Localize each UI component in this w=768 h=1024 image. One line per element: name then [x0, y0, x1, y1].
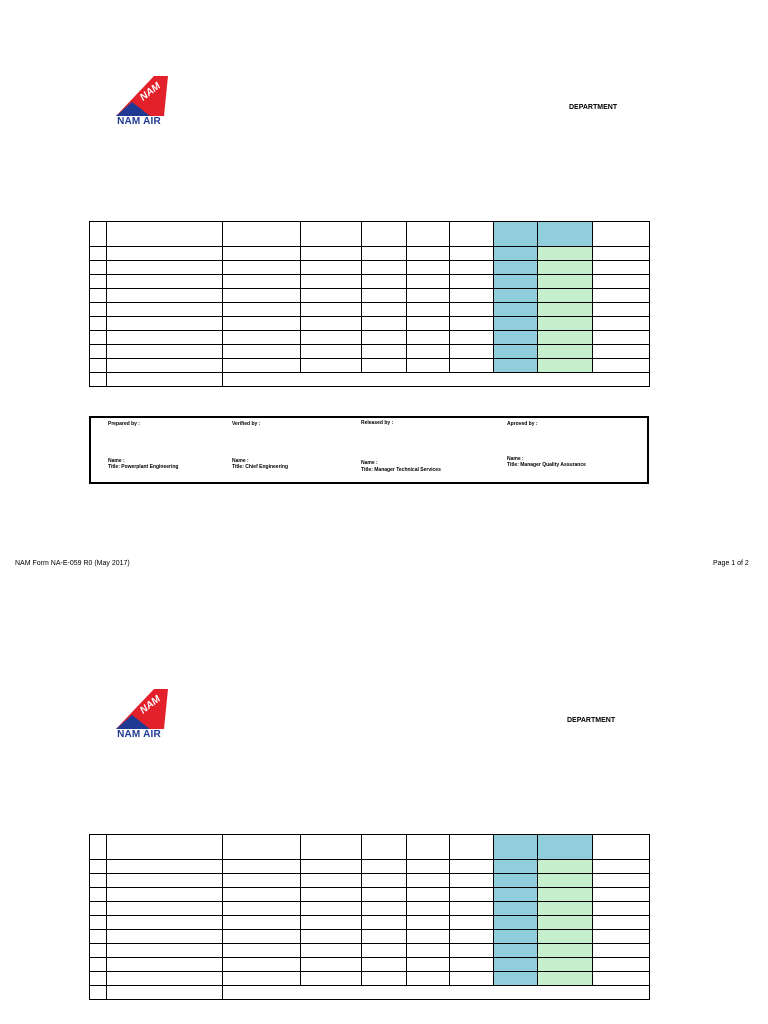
table-cell[interactable] [494, 835, 538, 860]
released-by-title: Title: Manager Technical Services [361, 467, 441, 473]
table-cell[interactable] [494, 944, 538, 958]
table-cell[interactable] [538, 835, 593, 860]
table-cell[interactable] [450, 289, 494, 303]
table-header-row [90, 835, 650, 860]
table-cell[interactable] [107, 303, 223, 317]
table-cell[interactable] [362, 261, 407, 275]
table-cell[interactable] [362, 888, 407, 902]
table-cell[interactable] [407, 247, 450, 261]
table-row [90, 888, 650, 902]
table-row-last [90, 373, 650, 387]
table-cell[interactable] [90, 222, 107, 247]
table-row [90, 860, 650, 874]
table-row [90, 345, 650, 359]
table-cell[interactable] [223, 902, 301, 916]
table-cell[interactable] [407, 972, 450, 986]
table-cell[interactable] [494, 261, 538, 275]
table-cell[interactable] [407, 888, 450, 902]
table-cell[interactable] [90, 972, 107, 986]
table-cell[interactable] [223, 345, 301, 359]
table-cell[interactable] [593, 835, 650, 860]
table-cell[interactable] [107, 958, 223, 972]
table-row [90, 317, 650, 331]
table-cell[interactable] [107, 289, 223, 303]
tail-text: NAM [138, 80, 163, 104]
table-cell[interactable] [301, 874, 362, 888]
table-cell[interactable] [223, 874, 301, 888]
released-by-label: Released by : [361, 420, 394, 426]
table-cell[interactable] [90, 916, 107, 930]
table-cell[interactable] [538, 275, 593, 289]
table-cell[interactable] [593, 359, 650, 373]
table-row [90, 359, 650, 373]
table-cell[interactable] [593, 944, 650, 958]
table-cell[interactable] [223, 835, 301, 860]
prepared-by-title: Title: Powerplant Engineering [108, 464, 179, 470]
table-cell[interactable] [362, 359, 407, 373]
table-cell[interactable] [538, 958, 593, 972]
table-cell[interactable] [90, 986, 107, 1000]
table-cell[interactable] [494, 958, 538, 972]
table-cell[interactable] [450, 874, 494, 888]
table-cell[interactable] [538, 944, 593, 958]
table-row [90, 958, 650, 972]
table-cell[interactable] [593, 222, 650, 247]
nam-air-logo [110, 76, 170, 130]
table-cell[interactable] [450, 860, 494, 874]
table-cell[interactable] [494, 916, 538, 930]
table-cell[interactable] [450, 888, 494, 902]
table-cell[interactable] [107, 916, 223, 930]
table-cell[interactable] [362, 835, 407, 860]
table-cell[interactable] [450, 944, 494, 958]
table-cell[interactable] [362, 275, 407, 289]
table-cell[interactable] [494, 902, 538, 916]
table-cell[interactable] [223, 972, 301, 986]
table-cell[interactable] [301, 261, 362, 275]
table-cell[interactable] [593, 303, 650, 317]
table-cell[interactable] [450, 261, 494, 275]
table-cell[interactable] [450, 916, 494, 930]
table-cell[interactable] [450, 247, 494, 261]
table-cell[interactable] [107, 275, 223, 289]
table-cell[interactable] [593, 247, 650, 261]
table-cell[interactable] [301, 317, 362, 331]
table-cell[interactable] [538, 359, 593, 373]
table-row [90, 275, 650, 289]
table-cell[interactable] [301, 930, 362, 944]
table-cell[interactable] [90, 275, 107, 289]
table-cell[interactable] [538, 247, 593, 261]
verified-by-name: Name : [232, 458, 249, 464]
approved-by-label: Aproved by : [507, 421, 538, 427]
table-cell[interactable] [407, 860, 450, 874]
prepared-by-label: Prepared by : [108, 421, 140, 427]
table-cell[interactable] [407, 359, 450, 373]
table-cell[interactable] [494, 289, 538, 303]
table-cell[interactable] [223, 289, 301, 303]
table-cell[interactable] [301, 222, 362, 247]
tail-text: NAM [138, 693, 163, 717]
table-cell[interactable] [362, 247, 407, 261]
logo-wordmark: NAM AIR [117, 116, 161, 127]
table-cell[interactable] [107, 247, 223, 261]
table-cell[interactable] [107, 359, 223, 373]
table-cell[interactable] [450, 902, 494, 916]
department-label: DEPARTMENT [567, 717, 616, 724]
table-cell[interactable] [362, 874, 407, 888]
table-row-last [90, 986, 650, 1000]
table-cell[interactable] [301, 247, 362, 261]
page-number: Page 1 of 2 [713, 560, 749, 567]
table-cell[interactable] [301, 303, 362, 317]
table-cell[interactable] [301, 888, 362, 902]
table-cell[interactable] [90, 902, 107, 916]
table-cell[interactable] [90, 860, 107, 874]
table-cell[interactable] [362, 958, 407, 972]
table-cell[interactable] [90, 874, 107, 888]
table-cell[interactable] [107, 888, 223, 902]
table-cell[interactable] [593, 888, 650, 902]
table-cell[interactable] [107, 331, 223, 345]
table-cell[interactable] [450, 972, 494, 986]
table-cell[interactable] [301, 916, 362, 930]
table-cell[interactable] [301, 902, 362, 916]
table-cell[interactable] [450, 222, 494, 247]
table-cell[interactable] [407, 289, 450, 303]
verified-by-label: Verified by : [232, 421, 261, 427]
released-by-name: Name : [361, 460, 378, 466]
table-cell[interactable] [301, 972, 362, 986]
table-cell[interactable] [107, 930, 223, 944]
table-cell[interactable] [538, 888, 593, 902]
table-cell[interactable] [494, 874, 538, 888]
table-cell[interactable] [593, 275, 650, 289]
table-merged-cell[interactable] [223, 986, 650, 1000]
table-cell[interactable] [450, 930, 494, 944]
table-cell[interactable] [538, 930, 593, 944]
table-merged-cell[interactable] [223, 373, 650, 387]
table-cell[interactable] [90, 303, 107, 317]
table-cell[interactable] [90, 930, 107, 944]
table-cell[interactable] [538, 317, 593, 331]
table-row [90, 261, 650, 275]
table-cell[interactable] [407, 261, 450, 275]
table-cell[interactable] [538, 222, 593, 247]
table-cell[interactable] [107, 317, 223, 331]
table-cell[interactable] [593, 345, 650, 359]
table-cell[interactable] [223, 261, 301, 275]
table-cell[interactable] [90, 317, 107, 331]
table-cell[interactable] [407, 275, 450, 289]
table-cell[interactable] [362, 331, 407, 345]
signature-box [89, 416, 649, 484]
table-cell[interactable] [301, 275, 362, 289]
table-row [90, 247, 650, 261]
table-cell[interactable] [301, 359, 362, 373]
table-cell[interactable] [494, 930, 538, 944]
items-table [89, 834, 650, 1000]
table-cell[interactable] [450, 958, 494, 972]
table-cell[interactable] [538, 289, 593, 303]
table-cell[interactable] [107, 261, 223, 275]
table-cell[interactable] [90, 261, 107, 275]
table-cell[interactable] [407, 944, 450, 958]
table-cell[interactable] [538, 860, 593, 874]
table-cell[interactable] [301, 944, 362, 958]
table-cell[interactable] [362, 944, 407, 958]
table-cell[interactable] [407, 331, 450, 345]
table-cell[interactable] [301, 331, 362, 345]
table-cell[interactable] [223, 303, 301, 317]
table-cell[interactable] [538, 345, 593, 359]
table-cell[interactable] [494, 222, 538, 247]
table-cell[interactable] [593, 902, 650, 916]
table-cell[interactable] [407, 874, 450, 888]
table-cell[interactable] [494, 888, 538, 902]
table-cell[interactable] [593, 972, 650, 986]
table-cell[interactable] [301, 345, 362, 359]
table-cell[interactable] [494, 345, 538, 359]
table-cell[interactable] [223, 930, 301, 944]
table-cell[interactable] [593, 930, 650, 944]
table-cell[interactable] [593, 331, 650, 345]
table-cell[interactable] [407, 345, 450, 359]
table-cell[interactable] [450, 835, 494, 860]
table-cell[interactable] [107, 874, 223, 888]
table-cell[interactable] [494, 972, 538, 986]
table-cell[interactable] [494, 247, 538, 261]
table-cell[interactable] [90, 958, 107, 972]
table-cell[interactable] [90, 331, 107, 345]
table-cell[interactable] [407, 317, 450, 331]
table-cell[interactable] [107, 860, 223, 874]
table-cell[interactable] [90, 359, 107, 373]
table-cell[interactable] [223, 888, 301, 902]
table-cell[interactable] [301, 289, 362, 303]
table-row [90, 972, 650, 986]
table-row [90, 331, 650, 345]
table-cell[interactable] [538, 916, 593, 930]
table-cell[interactable] [450, 345, 494, 359]
table-cell[interactable] [107, 986, 223, 1000]
table-cell[interactable] [450, 317, 494, 331]
table-cell[interactable] [362, 303, 407, 317]
table-cell[interactable] [362, 289, 407, 303]
table-cell[interactable] [362, 345, 407, 359]
table-cell[interactable] [301, 958, 362, 972]
table-cell[interactable] [494, 317, 538, 331]
table-cell[interactable] [593, 874, 650, 888]
table-cell[interactable] [362, 222, 407, 247]
table-cell[interactable] [107, 902, 223, 916]
nam-air-logo [110, 689, 170, 743]
table-cell[interactable] [301, 835, 362, 860]
approved-by-title: Title: Manager Quality Assurance [507, 462, 586, 468]
table-cell[interactable] [362, 317, 407, 331]
form-id: NAM Form NA-E-059 R0 (May 2017) [15, 560, 130, 567]
table-cell[interactable] [407, 902, 450, 916]
table-cell[interactable] [362, 902, 407, 916]
table-cell[interactable] [593, 261, 650, 275]
tail-icon [110, 689, 170, 731]
table-cell[interactable] [90, 345, 107, 359]
table-cell[interactable] [362, 930, 407, 944]
table-cell[interactable] [223, 958, 301, 972]
table-cell[interactable] [90, 247, 107, 261]
table-cell[interactable] [223, 916, 301, 930]
table-cell[interactable] [494, 359, 538, 373]
table-cell[interactable] [223, 359, 301, 373]
table-cell[interactable] [223, 331, 301, 345]
table-cell[interactable] [593, 916, 650, 930]
table-cell[interactable] [107, 972, 223, 986]
table-cell[interactable] [538, 261, 593, 275]
table-cell[interactable] [362, 860, 407, 874]
table-cell[interactable] [450, 303, 494, 317]
table-cell[interactable] [407, 930, 450, 944]
table-cell[interactable] [107, 373, 223, 387]
table-cell[interactable] [494, 860, 538, 874]
table-cell[interactable] [90, 289, 107, 303]
table-cell[interactable] [223, 860, 301, 874]
table-cell[interactable] [107, 944, 223, 958]
table-cell[interactable] [593, 317, 650, 331]
table-row [90, 303, 650, 317]
table-cell[interactable] [223, 275, 301, 289]
table-cell[interactable] [593, 860, 650, 874]
table-cell[interactable] [593, 958, 650, 972]
table-cell[interactable] [450, 331, 494, 345]
table-cell[interactable] [593, 289, 650, 303]
prepared-by-name: Name : [108, 458, 125, 464]
approved-by-name: Name : [507, 456, 524, 462]
table-cell[interactable] [407, 916, 450, 930]
table-row [90, 289, 650, 303]
table-cell[interactable] [407, 222, 450, 247]
table-cell[interactable] [538, 331, 593, 345]
table-cell[interactable] [223, 317, 301, 331]
table-cell[interactable] [90, 944, 107, 958]
table-cell[interactable] [90, 835, 107, 860]
table-cell[interactable] [362, 972, 407, 986]
table-cell[interactable] [223, 222, 301, 247]
department-label: DEPARTMENT [569, 104, 618, 111]
table-cell[interactable] [494, 303, 538, 317]
table-cell[interactable] [407, 303, 450, 317]
table-cell[interactable] [107, 222, 223, 247]
tail-icon [110, 76, 170, 118]
table-cell[interactable] [107, 835, 223, 860]
table-row [90, 902, 650, 916]
table-cell[interactable] [223, 944, 301, 958]
table-cell[interactable] [301, 860, 362, 874]
table-cell[interactable] [450, 359, 494, 373]
table-cell[interactable] [538, 972, 593, 986]
table-cell[interactable] [223, 247, 301, 261]
table-row [90, 944, 650, 958]
table-cell[interactable] [90, 888, 107, 902]
table-cell[interactable] [538, 902, 593, 916]
table-cell[interactable] [90, 373, 107, 387]
items-table [89, 221, 650, 387]
table-cell[interactable] [407, 835, 450, 860]
table-cell[interactable] [538, 303, 593, 317]
table-row [90, 930, 650, 944]
table-header-row [90, 222, 650, 247]
table-cell[interactable] [494, 275, 538, 289]
verified-by-title: Title: Chief Engineering [232, 464, 289, 470]
table-row [90, 916, 650, 930]
table-cell[interactable] [494, 331, 538, 345]
table-cell[interactable] [362, 916, 407, 930]
table-row [90, 874, 650, 888]
table-cell[interactable] [407, 958, 450, 972]
table-cell[interactable] [450, 275, 494, 289]
table-cell[interactable] [538, 874, 593, 888]
logo-wordmark: NAM AIR [117, 729, 161, 740]
table-cell[interactable] [107, 345, 223, 359]
